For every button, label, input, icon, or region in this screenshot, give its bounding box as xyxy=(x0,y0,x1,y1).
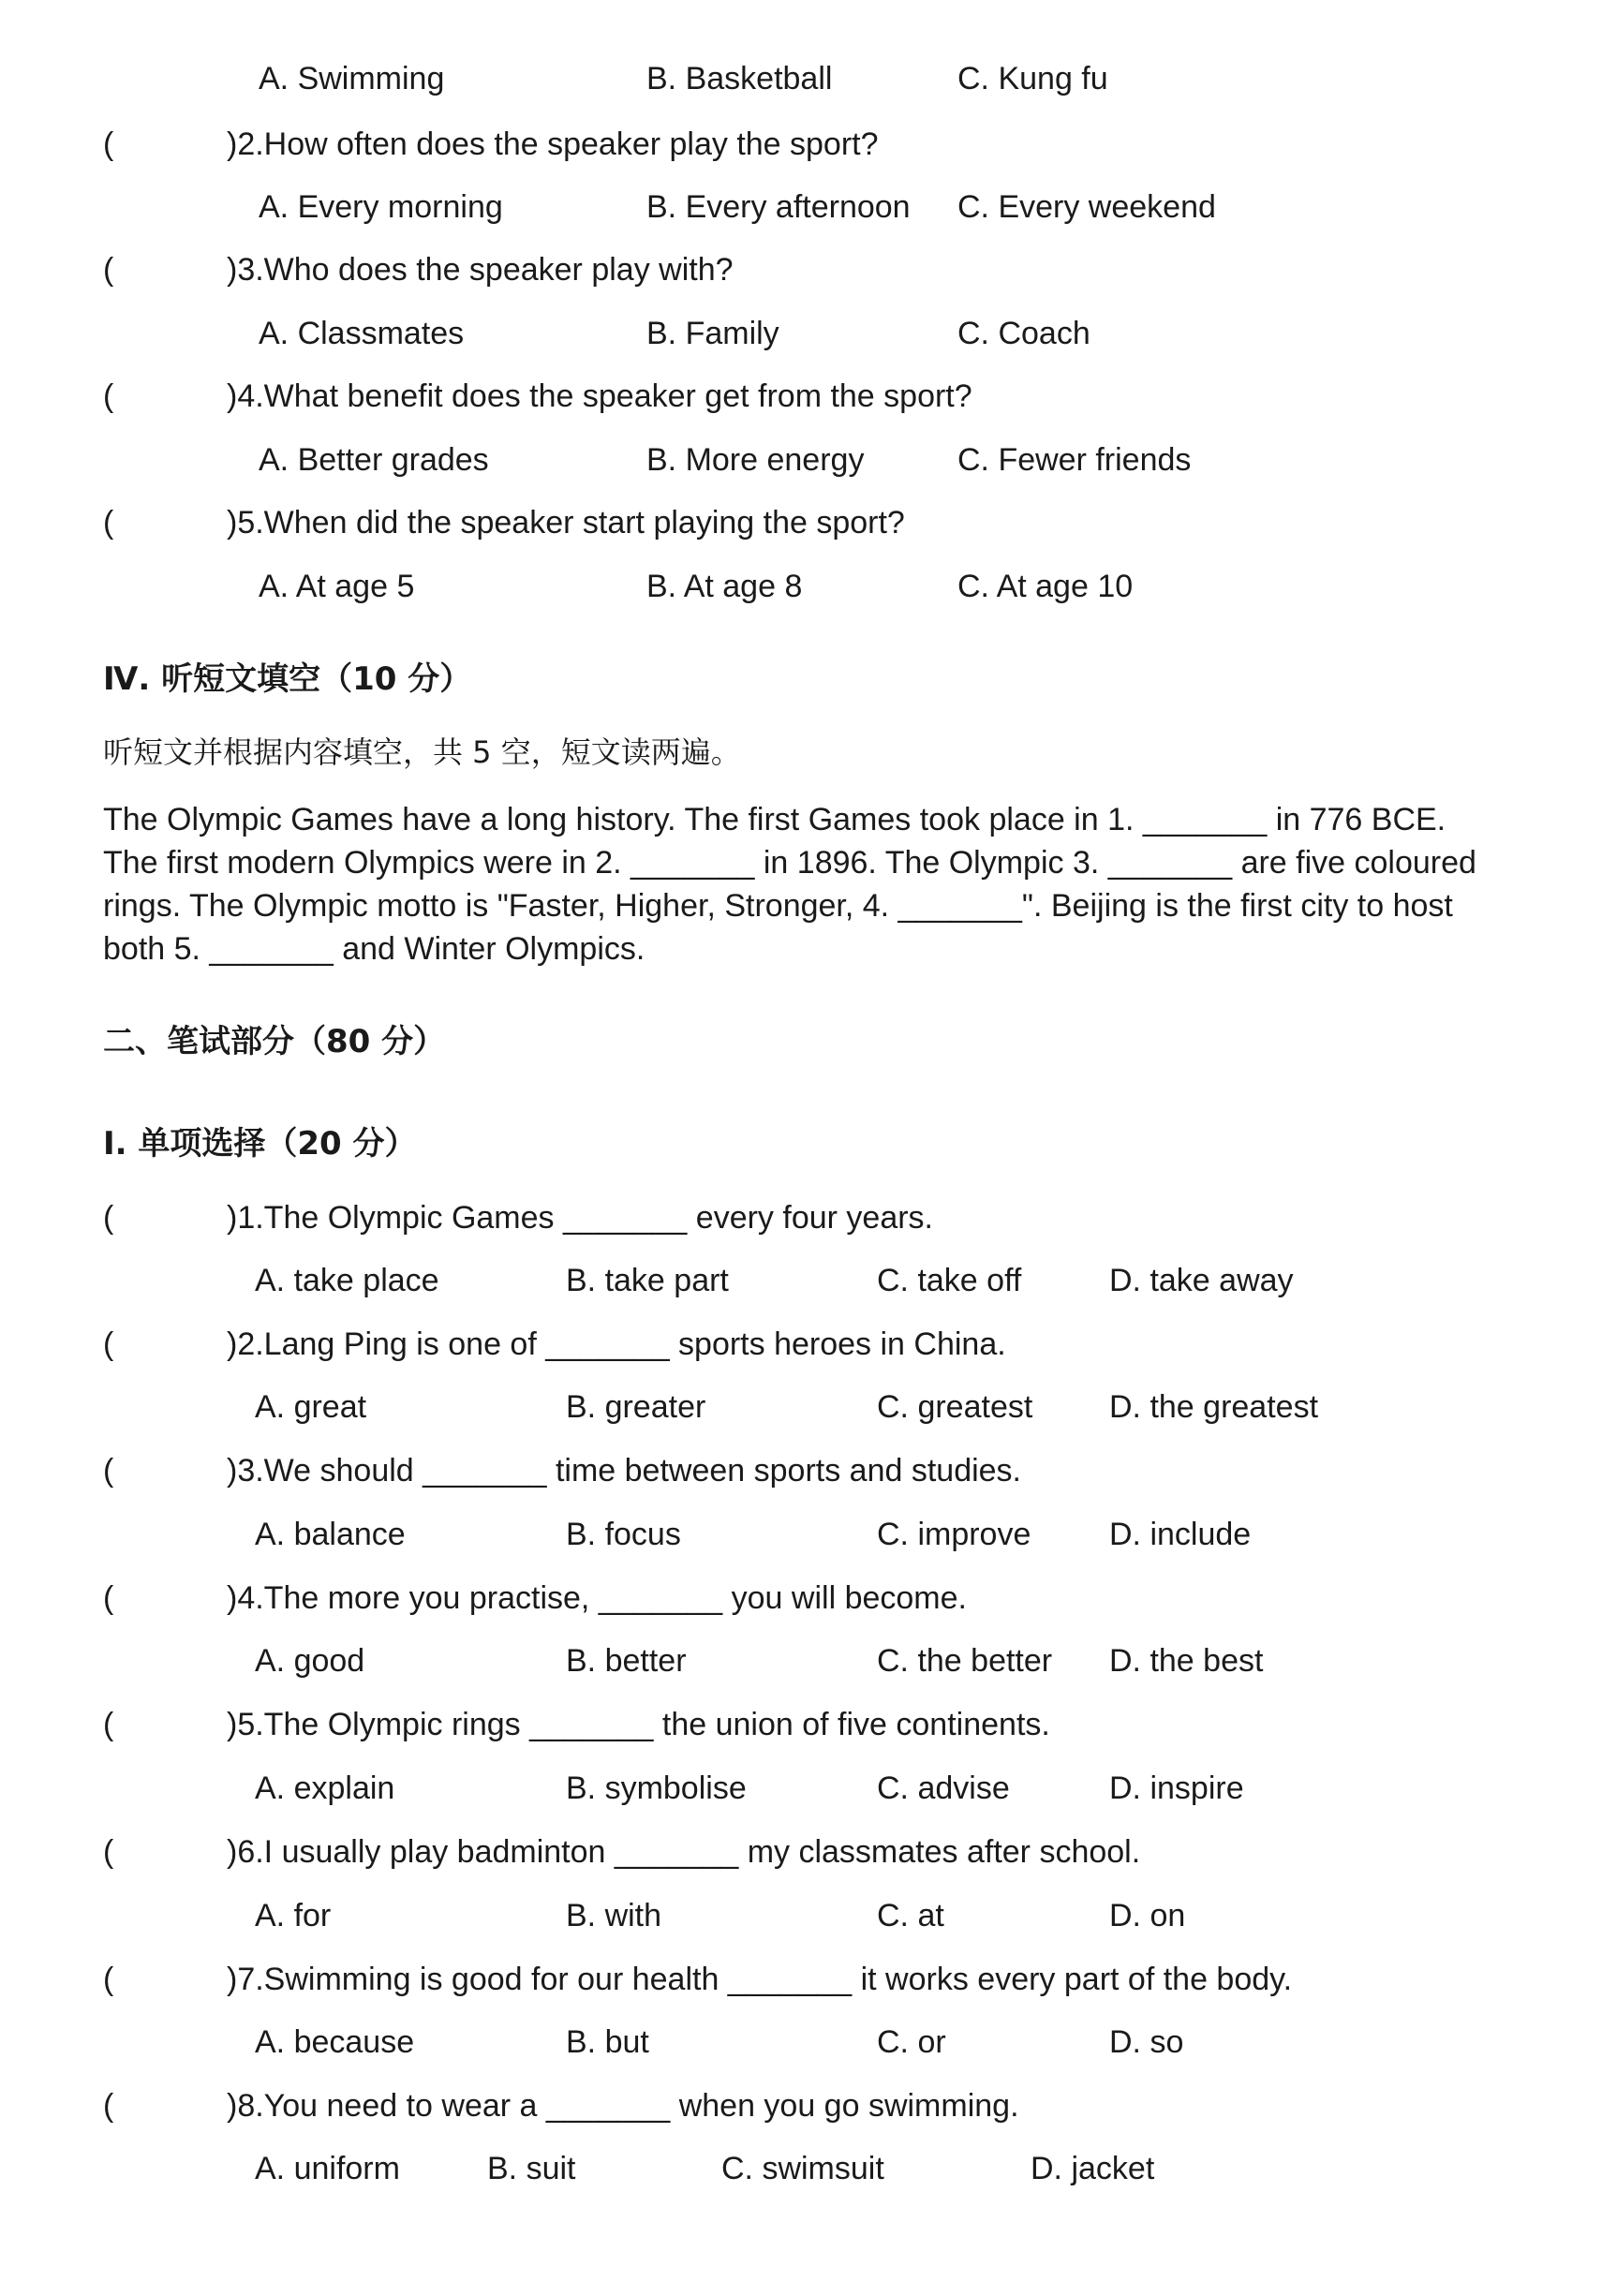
mcq-question-7 xyxy=(0,1959,1602,2000)
mcq-2-options xyxy=(0,1386,1602,1428)
question-text: )6.I usually play badminton _______ my classmates after school. xyxy=(227,1834,1141,1870)
written-part-heading: 二、笔试部分（80 分） xyxy=(103,1023,446,1060)
option-c: C. Every weekend xyxy=(957,189,1216,225)
option-a: A. Better grades xyxy=(259,442,489,478)
mcq-5-options xyxy=(0,1768,1602,1809)
option-d: D. jacket xyxy=(1031,2151,1155,2186)
option-d: D. so xyxy=(1109,2024,1184,2060)
option-a: A. explain xyxy=(255,1770,395,1806)
option-c: C. At age 10 xyxy=(957,569,1134,604)
option-c: C. Coach xyxy=(957,316,1090,351)
option-d: D. take away xyxy=(1109,1263,1294,1298)
option-b: B. At age 8 xyxy=(646,569,803,604)
option-b: B. suit xyxy=(487,2151,576,2186)
option-d: D. the best xyxy=(1109,1643,1264,1679)
mcq-6-options xyxy=(0,1895,1602,1936)
answer-blank-paren[interactable]: ( xyxy=(103,1453,114,1489)
listening-question-5 xyxy=(0,502,1602,543)
section-4-heading: Ⅳ. 听短文填空（10 分） xyxy=(103,660,472,698)
option-a: A. uniform xyxy=(255,2151,400,2186)
listening-q2-options xyxy=(0,186,1602,228)
option-a: A. because xyxy=(255,2024,415,2060)
question-text: )8.You need to wear a _______ when you go swimming. xyxy=(227,2088,1019,2124)
answer-blank-paren[interactable]: ( xyxy=(103,505,114,541)
mcq-4-options xyxy=(0,1640,1602,1681)
mcq-8-options xyxy=(0,2148,1602,2189)
option-a: A. balance xyxy=(255,1517,406,1552)
listening-q4-options xyxy=(0,439,1602,481)
answer-blank-paren[interactable]: ( xyxy=(103,2088,114,2124)
question-text: )3.Who does the speaker play with? xyxy=(227,252,734,288)
listening-question-4 xyxy=(0,376,1602,417)
answer-blank-paren[interactable]: ( xyxy=(103,1962,114,1997)
listening-question-2 xyxy=(0,124,1602,165)
option-b: B. take part xyxy=(566,1263,729,1298)
mcq-7-options xyxy=(0,2022,1602,2063)
mcq-question-2 xyxy=(0,1324,1602,1365)
option-b: B. symbolise xyxy=(566,1770,747,1806)
listening-q5-options xyxy=(0,566,1602,607)
option-b: B. with xyxy=(566,1898,662,1933)
option-d: D. include xyxy=(1109,1517,1252,1552)
answer-blank-paren[interactable]: ( xyxy=(103,378,114,414)
question-text: )5.When did the speaker start playing the sport? xyxy=(227,505,905,541)
mcq-question-8 xyxy=(0,2085,1602,2126)
question-text: )7.Swimming is good for our health _______ it works every part of the body. xyxy=(227,1962,1293,1997)
option-a: A. Classmates xyxy=(259,316,465,351)
option-a: A. good xyxy=(255,1643,365,1679)
option-b: B. More energy xyxy=(646,442,865,478)
option-b: B. greater xyxy=(566,1389,706,1425)
mcq-question-1 xyxy=(0,1197,1602,1238)
option-c: C. swimsuit xyxy=(721,2151,884,2186)
option-d: D. the greatest xyxy=(1109,1389,1319,1425)
section-1-heading: Ⅰ. 单项选择（20 分） xyxy=(103,1125,417,1163)
option-c: C. take off xyxy=(877,1263,1022,1298)
cloze-passage: The Olympic Games have a long history. The first Games took place in 1. _______ in 776 BCE. The first modern Olympics were in 2. _______ in 1896. The Olympic 3. _______ are five coloured rings. The Olympic motto is "Faster, Higher, Stronger, 4. _______". Beijing is the first city to host both 5. _______ and Winter Olympics. xyxy=(103,802,1476,967)
option-b: B. Family xyxy=(646,316,779,351)
section-4-instruction: 听短文并根据内容填空，共 5 空，短文读两遍。 xyxy=(103,734,741,770)
option-c: C. or xyxy=(877,2024,946,2060)
listening-q3-options xyxy=(0,313,1602,354)
option-d: D. inspire xyxy=(1109,1770,1244,1806)
mcq-question-5 xyxy=(0,1704,1602,1745)
option-b: B. Every afternoon xyxy=(646,189,911,225)
option-b: B. but xyxy=(566,2024,649,2060)
option-b: B. Basketball xyxy=(646,61,833,96)
option-c: C. greatest xyxy=(877,1389,1033,1425)
mcq-question-3 xyxy=(0,1450,1602,1491)
mcq-3-options xyxy=(0,1514,1602,1555)
option-a: A. great xyxy=(255,1389,367,1425)
option-c: C. the better xyxy=(877,1643,1053,1679)
option-d: D. on xyxy=(1109,1898,1186,1933)
question-text: )5.The Olympic rings _______ the union of five continents. xyxy=(227,1707,1050,1742)
option-a: A. Every morning xyxy=(259,189,503,225)
option-c: C. Kung fu xyxy=(957,61,1108,96)
question-text: )4.The more you practise, _______ you will become. xyxy=(227,1580,967,1616)
question-text: )2.How often does the speaker play the sport? xyxy=(227,126,879,162)
answer-blank-paren[interactable]: ( xyxy=(103,1200,114,1236)
mcq-1-options xyxy=(0,1260,1602,1301)
answer-blank-paren[interactable]: ( xyxy=(103,1834,114,1870)
option-a: A. Swimming xyxy=(259,61,445,96)
option-c: C. improve xyxy=(877,1517,1031,1552)
question-text: )4.What benefit does the speaker get from the sport? xyxy=(227,378,972,414)
answer-blank-paren[interactable]: ( xyxy=(103,1326,114,1362)
listening-question-3 xyxy=(0,249,1602,290)
option-a: A. At age 5 xyxy=(259,569,415,604)
answer-blank-paren[interactable]: ( xyxy=(103,252,114,288)
option-c: C. Fewer friends xyxy=(957,442,1192,478)
question-text: )2.Lang Ping is one of _______ sports heroes in China. xyxy=(227,1326,1006,1362)
option-c: C. advise xyxy=(877,1770,1010,1806)
listening-q1-options xyxy=(0,58,1602,99)
option-a: A. take place xyxy=(255,1263,439,1298)
mcq-question-4 xyxy=(0,1578,1602,1619)
answer-blank-paren[interactable]: ( xyxy=(103,126,114,162)
question-text: )1.The Olympic Games _______ every four years. xyxy=(227,1200,933,1236)
mcq-question-6 xyxy=(0,1831,1602,1873)
question-text: )3.We should _______ time between sports and studies. xyxy=(227,1453,1022,1489)
option-a: A. for xyxy=(255,1898,332,1933)
option-c: C. at xyxy=(877,1898,944,1933)
option-b: B. better xyxy=(566,1643,687,1679)
answer-blank-paren[interactable]: ( xyxy=(103,1707,114,1742)
option-b: B. focus xyxy=(566,1517,681,1552)
answer-blank-paren[interactable]: ( xyxy=(103,1580,114,1616)
